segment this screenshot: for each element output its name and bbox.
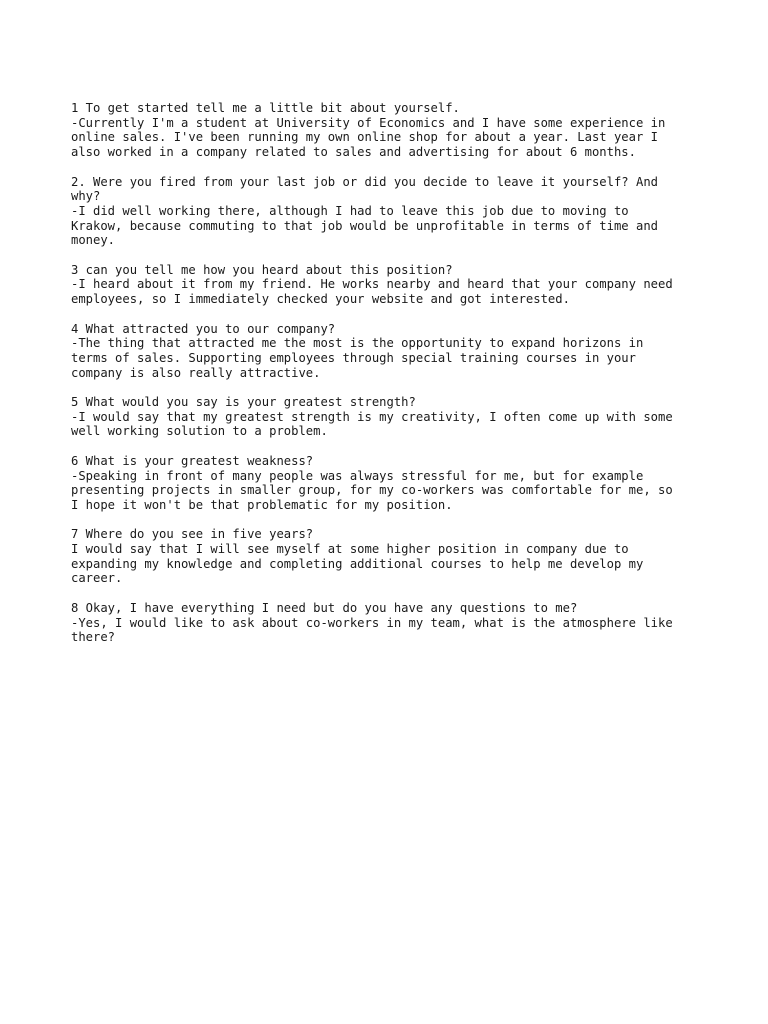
question-line: 1 To get started tell me a little bit about yourself. [71, 101, 460, 115]
answer-line: career. [71, 571, 123, 586]
answer-line: -I heard about it from my friend. He works nearby and heard that your company need [71, 277, 673, 292]
answer-line: -I did well working there, although I had to leave this job due to moving to [71, 203, 629, 218]
answer-line: -Speaking in front of many people was always stressful for me, but for example [71, 468, 644, 483]
qa-block-4 [71, 322, 701, 381]
qa-block-7 [71, 527, 701, 586]
qa-block-6 [71, 454, 701, 513]
answer-line: presenting projects in smaller group, for my co-workers was comfortable for me, so [71, 483, 673, 498]
answer-line: I hope it won't be that problematic for my position. [71, 497, 453, 512]
qa-block-3 [71, 263, 701, 307]
question-line: 7 Where do you see in five years? [71, 527, 314, 542]
answer-line: I would say that I will see myself at some higher position in company due to [71, 542, 629, 556]
answer-line: -The thing that attracted me the most is the opportunity to expand horizons in [71, 336, 644, 351]
question-line: 6 What is your greatest weakness? [71, 453, 314, 468]
question-line: 5 What would you say is your greatest strength? [71, 395, 416, 409]
answer-line: online sales. I've been running my own online shop for about a year. Last year I [71, 130, 658, 145]
answer-line: employees, so I immediately checked your website and got interested. [71, 292, 570, 307]
question-line: 4 What attracted you to our company? [71, 321, 336, 336]
qa-block-5 [71, 395, 701, 439]
answer-line: there? [71, 630, 116, 645]
answer-line: terms of sales. Supporting employees through special training courses in your [71, 350, 636, 365]
qa-block-8 [71, 601, 701, 645]
answer-line: -I would say that my greatest strength is my creativity, I often come up with some [71, 409, 673, 424]
question-line: 3 can you tell me how you heard about this position? [71, 262, 453, 277]
answer-line: expanding my knowledge and completing additional courses to help me develop my [71, 556, 644, 571]
question-line: why? [71, 189, 101, 204]
answer-line: also worked in a company related to sales and advertising for about 6 months. [71, 145, 636, 160]
answer-line: well working solution to a problem. [71, 424, 328, 439]
document-body [71, 101, 701, 660]
answer-line: -Yes, I would like to ask about co-workers in my team, what is the atmosphere like [71, 615, 673, 630]
answer-line: company is also really attractive. [71, 365, 321, 380]
answer-line: Krakow, because commuting to that job would be unprofitable in terms of time and [71, 218, 658, 233]
question-line: 2. Were you fired from your last job or did you decide to leave it yourself? And [71, 174, 658, 189]
answer-line: -Currently I'm a student at University of Economics and I have some experience in [71, 115, 666, 130]
question-line: 8 Okay, I have everything I need but do you have any questions to me? [71, 600, 578, 615]
answer-line: money. [71, 233, 116, 248]
qa-block-1 [71, 101, 701, 160]
qa-block-2 [71, 175, 701, 249]
